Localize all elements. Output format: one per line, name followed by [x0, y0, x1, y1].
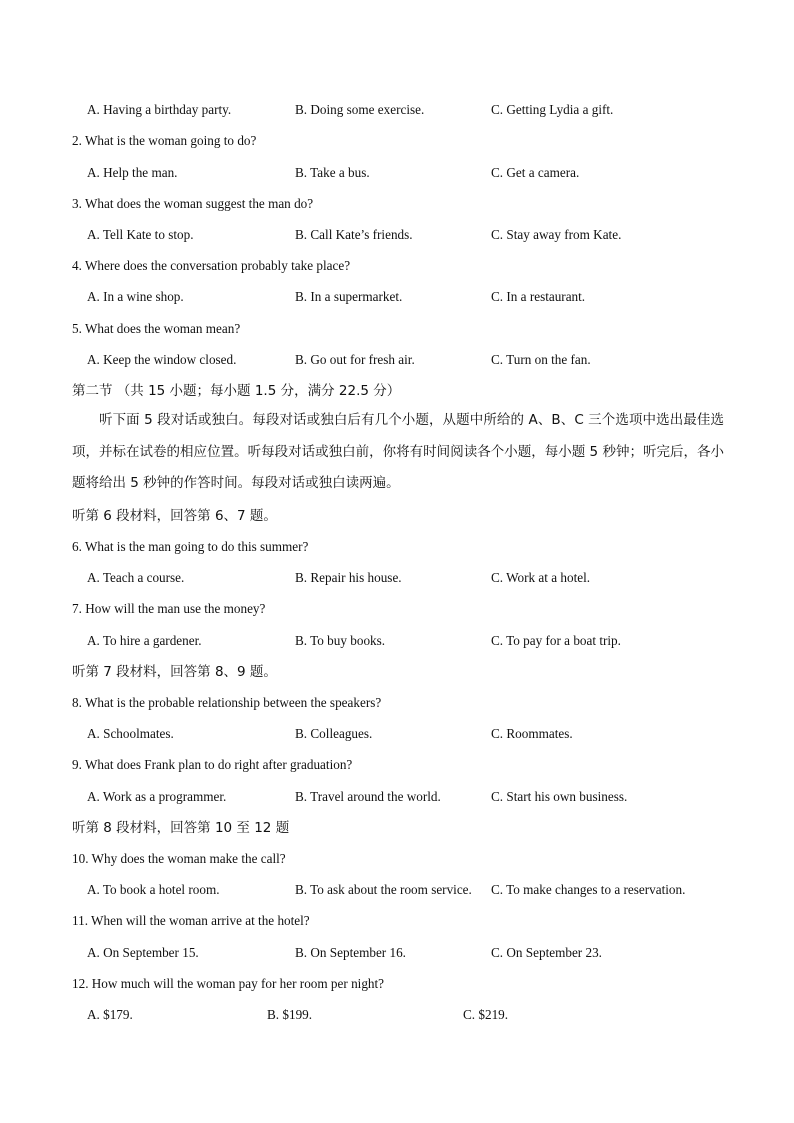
q3-option-c: C. Stay away from Kate.	[491, 227, 622, 242]
q7-question: 7. How will the man use the money?	[72, 601, 266, 616]
q8-question: 8. What is the probable relationship between the speakers?	[72, 695, 382, 710]
q3-question: 3. What does the woman suggest the man do?	[72, 196, 314, 211]
q3-options	[0, 225, 794, 245]
q2-option-a: A. Help the man.	[87, 165, 178, 180]
section2-heading: 第二节 （共 15 小题；每小题 1.5 分，满分 22.5 分）	[72, 383, 401, 399]
q12-options	[0, 1005, 794, 1025]
q9-option-a: A. Work as a programmer.	[87, 789, 227, 804]
q1-option-c: C. Getting Lydia a gift.	[491, 102, 614, 117]
q2-question: 2. What is the woman going to do?	[72, 133, 257, 148]
q2-options	[0, 163, 794, 183]
q6-option-a: A. Teach a course.	[87, 570, 185, 585]
q5-options	[0, 350, 794, 370]
q7-options	[0, 631, 794, 651]
q8-options	[0, 724, 794, 744]
q5-option-a: A. Keep the window closed.	[87, 352, 237, 367]
q12-question: 12. How much will the woman pay for her room per night?	[72, 976, 385, 991]
q4-option-a: A. In a wine shop.	[87, 289, 184, 304]
q1-options	[0, 100, 794, 120]
q1-option-b: B. Doing some exercise.	[295, 102, 425, 117]
q9-option-c: C. Start his own business.	[491, 789, 628, 804]
q11-option-b: B. On September 16.	[295, 945, 406, 960]
q1-option-a: A. Having a birthday party.	[87, 102, 232, 117]
q3-option-a: A. Tell Kate to stop.	[87, 227, 194, 242]
q11-options	[0, 943, 794, 963]
q8-option-a: A. Schoolmates.	[87, 726, 174, 741]
q10-option-c: C. To make changes to a reservation.	[491, 882, 686, 897]
q11-option-c: C. On September 23.	[491, 945, 602, 960]
q3-option-b: B. Call Kate’s friends.	[295, 227, 413, 242]
section2-instructions: 听下面 5 段对话或独白。每段对话或独白后有几个小题，从题中所给的 A、B、C 三个选项中选出最佳选项，并标在试卷的相应位置。听每段对话或独白前，你将有时间阅读各个小题，每小题 5 秒钟；听完后，各小题将给出 5 秒钟的作答时间。每段对话或独白读两遍。	[72, 412, 724, 491]
q6-option-b: B. Repair his house.	[295, 570, 402, 585]
q12-option-c: C. $219.	[463, 1007, 509, 1022]
q5-option-b: B. Go out for fresh air.	[295, 352, 415, 367]
q5-question: 5. What does the woman mean?	[72, 321, 241, 336]
q7-option-a: A. To hire a gardener.	[87, 633, 202, 648]
q7-option-b: B. To buy books.	[295, 633, 386, 648]
q10-option-b: B. To ask about the room service.	[295, 882, 472, 897]
q10-option-a: A. To book a hotel room.	[87, 882, 220, 897]
q6-options	[0, 568, 794, 588]
q4-option-c: C. In a restaurant.	[491, 289, 586, 304]
q8-option-c: C. Roommates.	[491, 726, 573, 741]
q9-option-b: B. Travel around the world.	[295, 789, 441, 804]
q12-option-a: A. $179.	[87, 1007, 133, 1022]
q10-question: 10. Why does the woman make the call?	[72, 851, 286, 866]
q12-option-b: B. $199.	[267, 1007, 313, 1022]
q4-option-b: B. In a supermarket.	[295, 289, 403, 304]
q11-option-a: A. On September 15.	[87, 945, 199, 960]
q10-options	[0, 880, 794, 900]
material-6-heading: 听第 6 段材料，回答第 6、7 题。	[72, 508, 277, 524]
q2-option-b: B. Take a bus.	[295, 165, 370, 180]
material-8-heading: 听第 8 段材料，回答第 10 至 12 题	[72, 820, 290, 836]
q4-question: 4. Where does the conversation probably take place?	[72, 258, 351, 273]
q8-option-b: B. Colleagues.	[295, 726, 373, 741]
material-7-heading: 听第 7 段材料，回答第 8、9 题。	[72, 664, 277, 680]
q9-question: 9. What does Frank plan to do right after graduation?	[72, 757, 353, 772]
q6-question: 6. What is the man going to do this summer?	[72, 539, 309, 554]
q5-option-c: C. Turn on the fan.	[491, 352, 591, 367]
q4-options	[0, 287, 794, 307]
q6-option-c: C. Work at a hotel.	[491, 570, 591, 585]
q2-option-c: C. Get a camera.	[491, 165, 580, 180]
q9-options	[0, 787, 794, 807]
q7-option-c: C. To pay for a boat trip.	[491, 633, 621, 648]
q11-question: 11. When will the woman arrive at the hotel?	[72, 913, 310, 928]
